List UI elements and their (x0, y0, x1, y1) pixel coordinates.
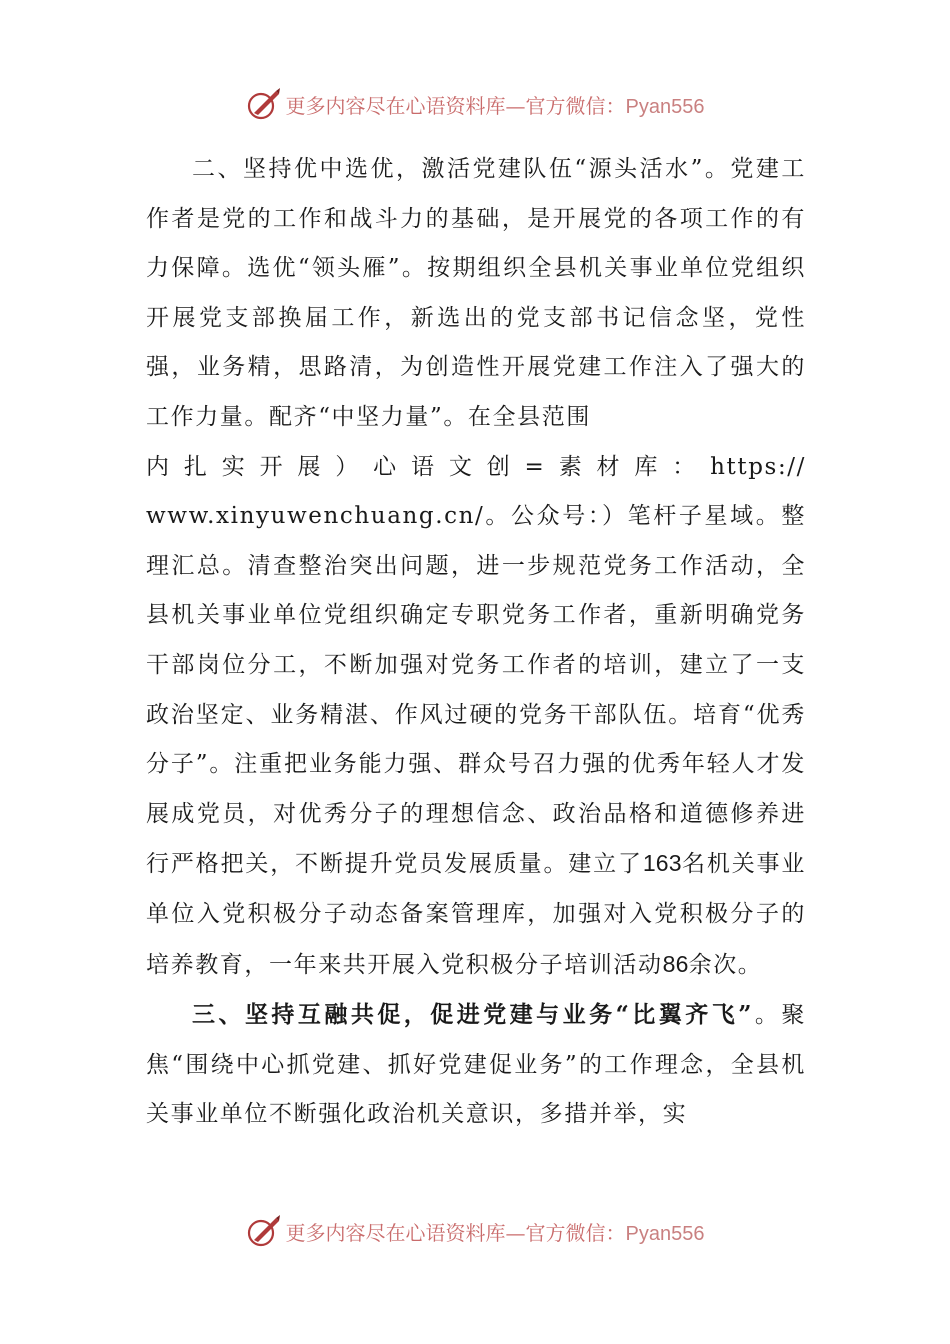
p1-number-86: 86 (662, 950, 689, 977)
p1-text-4: 余次。 (688, 951, 763, 978)
p1-text-3: 名机关事业单位入党积极分子动态备案管理库，加强对入党积极分子的培养教育，一年来共开展入党积极分子培训活动 (146, 851, 807, 978)
banner-text: 更多内容尽在心语资料库—官方微信：Pyan556 (285, 1220, 705, 1245)
p2-heading: 三、坚持互融共促，促进党建与业务“比翼齐飞” (192, 1001, 754, 1029)
wechat-account: Pyan556 (625, 95, 705, 118)
document-body (146, 145, 806, 1140)
p1-spaced-line: 内扎实开展）心语文创=素材库：https:// (146, 453, 806, 480)
p2-heading-end: 。 (753, 1002, 782, 1029)
banner-text: 更多内容尽在心语资料库—官方微信：Pyan556 (285, 93, 705, 118)
p1-text-2: www.xinyuwenchuang.cn/。公众号：）笔杆子星域。整理汇总。清查整治突出问题，进一步规范党务工作活动，全县机关事业单位党组织确定专职党务工作者，重新明确党务干部岗位分工，不断加强对党务工作者的培训，建立了一支政治坚定、业务精湛、作风过硬的党务干部队伍。培育“优秀分子”。注重把业务能力强、群众号召力强的优秀年轻人才发展成党员，对优秀分子的理想信念、政治品格和道德修养进行严格把关，不断提升党员发展质量。建立了 (146, 503, 806, 878)
quill-logo-icon (246, 1213, 282, 1249)
footer-banner (0, 1209, 950, 1253)
header-banner (0, 82, 950, 126)
paragraph-2 (146, 990, 806, 1140)
p1-text-1: 二、坚持优中选优，激活党建队伍“源头活水”。党建工作者是党的工作和战斗力的基础，是开展党的各项工作的有力保障。选优“领头雁”。按期组织全县机关事业单位党组织开展党支部换届工作，新选出的党支部书记信念坚，党性强，业务精，思路清，为创造性开展党建工作注入了强大的工作力量。配齐“中坚力量”。在全县范围 (146, 156, 806, 430)
paragraph-1 (146, 145, 806, 990)
p1-number-163: 163 (642, 850, 682, 877)
wechat-account: Pyan556 (625, 1222, 705, 1245)
quill-logo-icon (246, 86, 282, 122)
p2-body: 聚焦“围绕中心抓党建、抓好党建促业务”的工作理念，全县机关事业单位不断强化政治机关意识，多措并举，实 (146, 1002, 806, 1128)
